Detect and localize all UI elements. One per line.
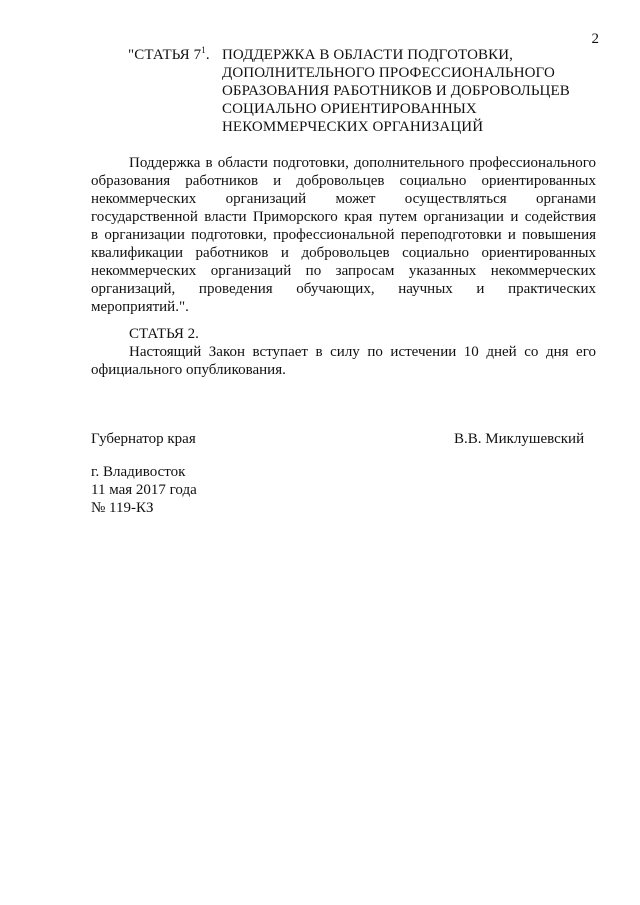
- article-7-1-body: [91, 154, 596, 316]
- article-7-1-body-line: организаций, проведения обучающих, научных и практических: [91, 281, 596, 297]
- article-2-title: СТАТЬЯ 2.: [129, 326, 199, 342]
- article-7-1-body-line: некоммерческих организаций может осуществляться органами: [91, 191, 596, 207]
- place-block: [91, 463, 197, 517]
- page-number: 2: [591, 31, 599, 47]
- place-date: 11 мая 2017 года: [91, 482, 197, 498]
- article-7-1-body-line: квалификации работников и добровольцев социально ориентированных: [91, 245, 596, 261]
- article-7-1-body-line: мероприятий.".: [91, 299, 189, 315]
- article-7-1-lead: [128, 46, 222, 136]
- law-number: № 119-КЗ: [91, 500, 154, 516]
- article-7-1-superscript: 1: [201, 45, 206, 55]
- article-7-1-body-line: государственной власти Приморского края путем организации и содействия: [91, 209, 596, 225]
- article-7-1-title-line: СОЦИАЛЬНО ОРИЕНТИРОВАННЫХ: [222, 101, 477, 117]
- article-7-1-title-line: НЕКОММЕРЧЕСКИХ ОРГАНИЗАЦИЙ: [222, 119, 484, 135]
- article-7-1-title-line: ПОДДЕРЖКА В ОБЛАСТИ ПОДГОТОВКИ,: [222, 47, 513, 63]
- article-2-body-line: официального опубликования.: [91, 362, 286, 378]
- article-7-1-lead-suffix: .: [205, 47, 210, 63]
- article-7-1-lead-text: "СТАТЬЯ 7: [128, 47, 202, 63]
- article-2-body-line: Настоящий Закон вступает в силу по истечении 10 дней со дня его: [129, 344, 596, 360]
- signature-role: Губернатор края: [91, 431, 196, 447]
- article-7-1-body-line: Поддержка в области подготовки, дополнительного профессионального: [129, 155, 596, 171]
- signature-name: В.В. Миклушевский: [454, 431, 585, 447]
- article-7-1-body-line: образования работников и добровольцев социально ориентированных: [91, 173, 596, 189]
- article-7-1-heading: [128, 46, 608, 136]
- article-7-1-body-line: в организации подготовки, профессиональной переподготовки и повышения: [91, 227, 596, 243]
- article-7-1-title: [222, 46, 608, 136]
- article-7-1-title-line: ДОПОЛНИТЕЛЬНОГО ПРОФЕССИОНАЛЬНОГО: [222, 65, 555, 81]
- place-city: г. Владивосток: [91, 464, 186, 480]
- article-7-1-title-line: ОБРАЗОВАНИЯ РАБОТНИКОВ И ДОБРОВОЛЬЦЕВ: [222, 83, 570, 99]
- article-7-1-body-line: некоммерческих организаций по запросам указанных некоммерческих: [91, 263, 596, 279]
- article-2-body: [91, 343, 596, 379]
